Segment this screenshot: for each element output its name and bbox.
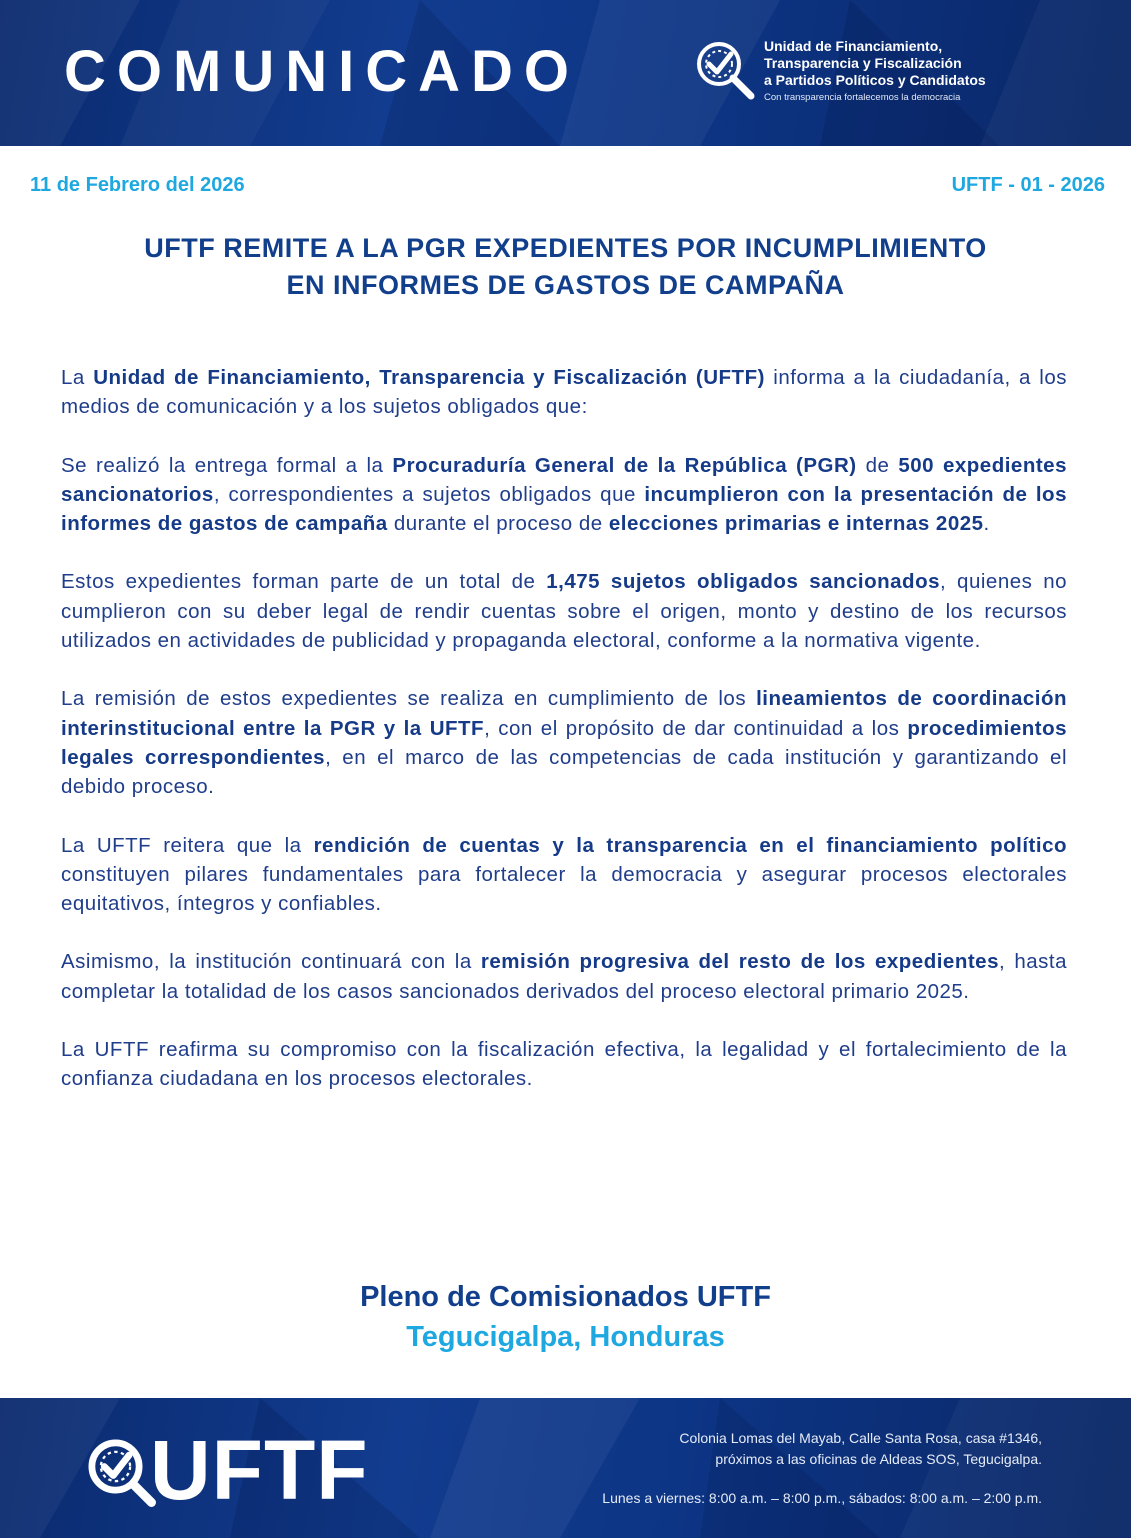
text-run: , con el propósito de dar continuidad a los	[484, 716, 908, 740]
address-line: próximos a las oficinas de Aldeas SOS, Tegucigalpa.	[715, 1451, 1042, 1467]
text-run: , hasta completar la totalidad de los casos sancionados derivados del proceso electoral primario 2025.	[61, 950, 1067, 1003]
footer-banner	[0, 1398, 1131, 1538]
check-magnifier-logo-icon	[693, 38, 757, 102]
signature-body: Pleno de Comisionados UFTF	[360, 1281, 771, 1313]
text-run: La UFTF reafirma su compromiso con la fiscalización efectiva, la legalidad y el fortalecimiento de la confianza ciudadana en los procesos electorales.	[61, 1038, 1067, 1091]
signature-location: Tegucigalpa, Honduras	[406, 1321, 725, 1353]
header-banner	[0, 0, 1131, 146]
text-run: La	[61, 366, 94, 389]
body-paragraph	[61, 567, 1067, 655]
footer-hours: Lunes a viernes: 8:00 a.m. – 8:00 p.m., sábados: 8:00 a.m. – 2:00 p.m.	[602, 1490, 1042, 1506]
communique-reference: UFTF - 01 - 2026	[951, 174, 1105, 196]
text-run: Se realizó la entrega formal a la	[61, 453, 393, 477]
body-paragraph	[61, 451, 1067, 539]
bold-text-run: 500 expedientes sancionatorios	[61, 453, 1067, 506]
bold-text-run: 1,475 sujetos obligados sancionados	[546, 570, 941, 594]
body-paragraph	[61, 363, 1067, 422]
text-run: Estos expedientes forman parte de un total de	[61, 570, 547, 594]
bold-text-run: remisión progresiva del resto de los expedientes	[480, 950, 999, 974]
unit-tagline: Con transparencia fortalecemos la democracia	[764, 92, 961, 103]
unit-name-line: Unidad de Financiamiento,	[764, 38, 943, 54]
page-title: COMUNICADO	[64, 39, 580, 104]
text-run: Asimismo, la institución continuará con la	[61, 950, 481, 974]
unit-name-line: Transparencia y Fiscalización	[764, 55, 962, 71]
text-run: , quienes no cumplieron con su deber legal de rendir cuentas sobre el origen, monto y destino de los recursos utilizados en actividades de publicidad y propaganda electoral, conforme a la normativa vigente.	[61, 570, 1068, 653]
headline-line-2: EN INFORMES DE GASTOS DE CAMPAÑA	[286, 270, 845, 300]
text-run: La UFTF reitera que la	[61, 833, 314, 857]
headline	[40, 230, 1091, 304]
text-run: de	[856, 453, 899, 477]
unit-name	[764, 38, 1064, 89]
bold-text-run: incumplieron con la presentación de los informes de gastos de campaña	[61, 482, 1067, 536]
check-magnifier-logo-icon	[84, 1435, 156, 1507]
footer-logo-text: UFTF	[150, 1423, 369, 1517]
bold-text-run: lineamientos de coordinación interinstitucional entre la PGR y la UFTF	[61, 687, 1067, 740]
text-run: durante el proceso de	[387, 512, 609, 536]
body-paragraph	[61, 1035, 1067, 1094]
text-run: .	[983, 512, 990, 536]
bold-text-run: elecciones primarias e internas 2025	[608, 512, 984, 536]
text-run: informa a la ciudadanía, a los medios de comunicación y a los sujetos obligados que:	[61, 366, 1068, 419]
headline-line-1: UFTF REMITE A LA PGR EXPEDIENTES POR INCUMPLIMIENTO	[144, 233, 987, 263]
communique-body	[61, 363, 1067, 1123]
bold-text-run: rendición de cuentas y la transparencia en el financiamiento político	[313, 833, 1067, 857]
text-run: , en el marco de las competencias de cada institución y garantizando el debido proceso.	[61, 745, 1068, 799]
body-paragraph	[61, 684, 1067, 801]
address-line: Colonia Lomas del Mayab, Calle Santa Rosa, casa #1346,	[679, 1430, 1042, 1446]
text-run: constituyen pilares fundamentales para fortalecer la democracia y asegurar procesos electorales equitativos, íntegros y confiables.	[61, 862, 1067, 916]
footer-address	[679, 1428, 1042, 1470]
bold-text-run: Procuraduría General de la República (PGR)	[392, 453, 857, 477]
bold-text-run: procedimientos legales correspondientes	[61, 716, 1068, 769]
bold-text-run: Unidad de Financiamiento, Transparencia y Fiscalización (UFTF)	[93, 366, 765, 389]
body-paragraph	[61, 831, 1067, 919]
unit-name-line: a Partidos Políticos y Candidatos	[764, 72, 986, 88]
text-run: , correspondientes a sujetos obligados que	[213, 482, 645, 506]
communique-date: 11 de Febrero del 2026	[30, 174, 245, 196]
body-paragraph	[61, 947, 1067, 1006]
text-run: La remisión de estos expedientes se realiza en cumplimiento de los	[61, 687, 757, 711]
